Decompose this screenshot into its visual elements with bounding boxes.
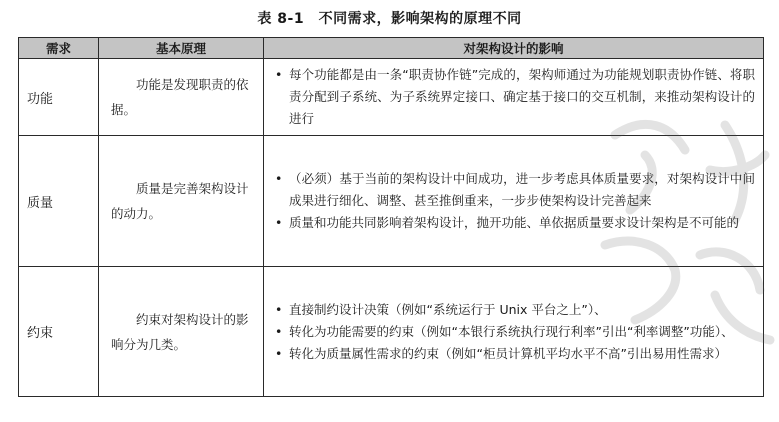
header-requirement: 需求 xyxy=(19,38,99,59)
table-header-row xyxy=(19,38,764,59)
impact-item: • 每个功能都是由一条“职责协作链”完成的，架构师通过为功能规划职责协作链、将职责分配到子系统、为子系统界定接口、确定基于接口的交互机制，来推动架构设计的进行 xyxy=(274,64,755,130)
table-caption: 表 8-1 不同需求，影响架构的原理不同 xyxy=(257,11,522,27)
header-impact: 对架构设计的影响 xyxy=(264,38,764,59)
impact-cell xyxy=(264,136,764,267)
header-principle: 基本原理 xyxy=(99,38,264,59)
table-row-quality xyxy=(19,136,764,267)
impact-list xyxy=(274,299,755,365)
principle-cell: 约束对架构设计的影响分为几类。 xyxy=(99,267,264,397)
table-row-function xyxy=(19,59,764,136)
impact-item: • （必须）基于当前的架构设计中间成功，进一步考虑具体质量要求，对架构设计中间成果进行细化、调整、甚至推倒重来，一步步使架构设计完善起来 xyxy=(274,168,755,212)
impact-list xyxy=(274,168,755,234)
requirement-cell: 质量 xyxy=(19,136,99,267)
principle-cell: 功能是发现职责的依据。 xyxy=(99,59,264,136)
table-row-constraint xyxy=(19,267,764,397)
requirements-table xyxy=(18,37,764,397)
impact-cell xyxy=(264,59,764,136)
requirement-cell: 功能 xyxy=(19,59,99,136)
impact-cell xyxy=(264,267,764,397)
requirement-cell: 约束 xyxy=(19,267,99,397)
principle-cell: 质量是完善架构设计的动力。 xyxy=(99,136,264,267)
impact-list xyxy=(274,64,755,130)
impact-item: • 转化为质量属性需求的约束（例如“柜员计算机平均水平不高”引出易用性需求） xyxy=(274,343,755,365)
impact-item: • 质量和功能共同影响着架构设计，抛开功能、单依据质量要求设计架构是不可能的 xyxy=(274,212,755,234)
impact-item: • 直接制约设计决策（例如“系统运行于 Unix 平台之上”）、 xyxy=(274,299,755,321)
impact-item: • 转化为功能需要的约束（例如“本银行系统执行现行利率”引出“利率调整”功能）、 xyxy=(274,321,755,343)
